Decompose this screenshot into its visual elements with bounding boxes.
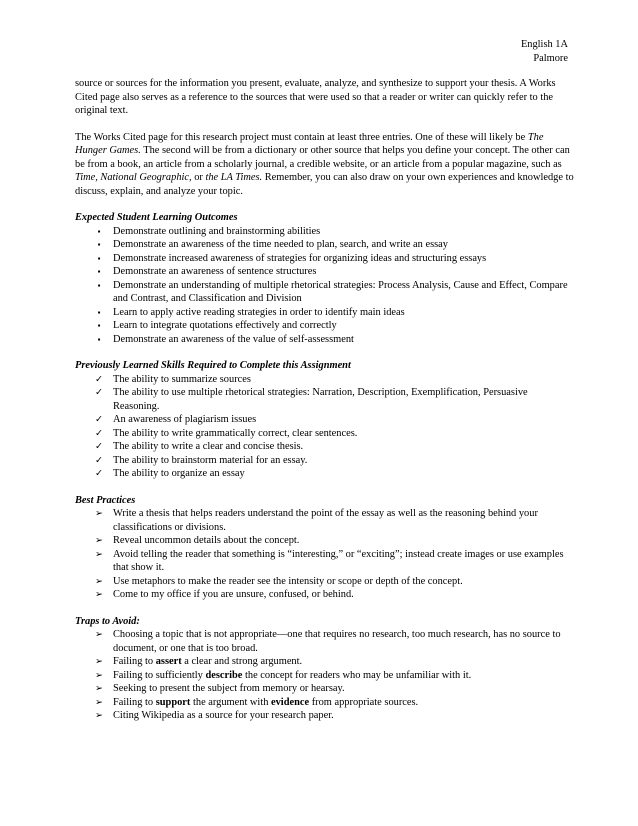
list-item <box>75 279 575 306</box>
course-label: English 1A <box>520 39 568 50</box>
emphasized-term: support <box>155 696 191 708</box>
square-bullet-icon: ▪ <box>97 240 101 249</box>
list-item-text: Learn to integrate quotations effectively and correctly <box>113 320 337 331</box>
list-item-text: Reveal uncommon details about the concept. <box>113 535 300 546</box>
list-item-text: Demonstrate an understanding of multiple rhetorical strategies: Process Analysis, Cause and Effect, Compare and Contrast, and Classification and Division <box>113 279 568 304</box>
intro-paragraph-1: source or sources for the information you present, evaluate, analyze, and synthesize to support your thesis. A Works Cited page also serves as a reference to the sources that were used so that a reader or writer can quickly refer to the original text. <box>75 78 556 116</box>
square-bullet-icon: ▪ <box>97 321 101 330</box>
list-item <box>75 238 575 252</box>
checkmark-icon: ✓ <box>95 454 103 466</box>
list-item <box>75 534 575 548</box>
instructor-name: Palmore <box>533 52 568 64</box>
checkmark-icon: ✓ <box>95 373 103 385</box>
list-item-text: Learn to apply active reading strategies in order to identify main ideas <box>113 306 405 318</box>
intro-paragraph-2 <box>75 131 575 199</box>
square-bullet-icon: ▪ <box>97 226 101 236</box>
list-item-text: The ability to write a clear and concise thesis. <box>113 441 304 452</box>
list-item-text: Demonstrate an awareness of sentence structures <box>113 266 317 277</box>
list-item-text: Demonstrate outlining and brainstorming abilities <box>113 225 321 237</box>
square-bullet-icon: ▪ <box>97 280 101 290</box>
arrow-bullet-icon: ➢ <box>95 535 103 546</box>
page-header <box>521 38 568 65</box>
checkmark-icon: ✓ <box>95 468 103 479</box>
list-item <box>75 628 575 655</box>
list-item-text: Write a thesis that helps readers understand the point of the essay as well as the reasoning behind your classifications or divisions. <box>113 508 538 533</box>
list-item-text: Choosing a topic that is not appropriate—one that requires no research, too much research, has no source to document, or one that is too broad. <box>113 629 561 654</box>
list-item-text: the argument with <box>190 696 271 708</box>
list-item-text: Demonstrate increased awareness of strategies for organizing ideas and structuring essays <box>113 252 487 264</box>
intro-text: The second will be from a dictionary or other source that helps you define your concept. The other can be from a book, an article from a scholarly journal, a credible website, or an article from a popular magazine, such as <box>75 145 570 170</box>
list-item-text: Come to my office if you are unsure, confused, or behind. <box>113 589 354 600</box>
traps-list <box>75 628 575 723</box>
list-item-text: Citing Wikipedia as a source for your research paper. <box>113 710 334 721</box>
arrow-bullet-icon: ➢ <box>95 589 103 600</box>
document-body <box>75 77 575 736</box>
list-item <box>75 575 575 589</box>
list-item <box>75 427 575 441</box>
square-bullet-icon: ▪ <box>97 307 101 317</box>
square-bullet-icon: ▪ <box>97 267 101 276</box>
list-item <box>75 696 575 710</box>
list-item-text: Demonstrate an awareness of the value of self-assessment <box>113 333 354 345</box>
skills-list <box>75 373 575 481</box>
practices-heading: Best Practices <box>75 494 136 506</box>
list-item-text: The ability to use multiple rhetorical strategies: Narration, Description, Exemplification, Persuasive Reasoning. <box>113 387 528 412</box>
list-item-text: Demonstrate an awareness of the time needed to plan, search, and write an essay <box>113 239 448 250</box>
emphasized-term: evidence <box>271 696 310 708</box>
outcomes-heading: Expected Student Learning Outcomes <box>75 212 238 223</box>
list-item-text: Failing to sufficiently <box>113 669 206 681</box>
list-item <box>75 440 575 454</box>
list-item-text: Failing to <box>113 696 156 708</box>
arrow-bullet-icon: ➢ <box>95 575 103 587</box>
list-item <box>75 709 575 723</box>
list-item <box>75 454 575 468</box>
intro-text: Remember, you can also draw on your own experiences and knowledge to discuss, explain, and analyze your topic. <box>75 172 574 197</box>
list-item <box>75 306 575 320</box>
emphasized-term: describe <box>205 669 243 681</box>
arrow-bullet-icon: ➢ <box>95 669 103 681</box>
outcomes-list <box>75 225 575 347</box>
list-item <box>75 413 575 427</box>
skills-heading: Previously Learned Skills Required to Complete this Assignment <box>75 360 351 371</box>
emphasized-term: assert <box>155 656 182 667</box>
list-item <box>75 373 575 387</box>
list-item <box>75 467 575 481</box>
list-item-text: Seeking to present the subject from memory or hearsay. <box>113 683 345 694</box>
list-item <box>75 319 575 333</box>
list-item-text: from appropriate sources. <box>309 696 419 708</box>
checkmark-icon: ✓ <box>95 387 103 398</box>
list-item <box>75 655 575 669</box>
intro-text: The Works Cited page for this research project must contain at least three entries. One of these will likely be <box>75 131 528 143</box>
list-item <box>75 333 575 347</box>
list-item-text: The ability to organize an essay <box>113 468 245 479</box>
arrow-bullet-icon: ➢ <box>95 656 103 667</box>
list-item-text: a clear and strong argument. <box>181 656 303 667</box>
arrow-bullet-icon: ➢ <box>95 696 103 708</box>
checkmark-icon: ✓ <box>95 441 103 452</box>
arrow-bullet-icon: ➢ <box>95 548 103 560</box>
square-bullet-icon: ▪ <box>97 334 101 344</box>
arrow-bullet-icon: ➢ <box>95 629 103 640</box>
list-item <box>75 588 575 602</box>
list-item <box>75 225 575 239</box>
list-item-text: The ability to brainstorm material for an essay. <box>113 454 308 466</box>
intro-text: or <box>191 172 206 183</box>
list-item <box>75 507 575 534</box>
list-item <box>75 669 575 683</box>
list-item-text: The ability to summarize sources <box>113 373 251 385</box>
newspaper-title: the LA Times. <box>205 172 263 183</box>
list-item-text: Use metaphors to make the reader see the intensity or scope or depth of the concept. <box>113 575 463 587</box>
list-item <box>75 252 575 266</box>
checkmark-icon: ✓ <box>95 414 103 425</box>
arrow-bullet-icon: ➢ <box>95 508 103 519</box>
list-item <box>75 265 575 279</box>
list-item-text: the concept for readers who may be unfamiliar with it. <box>242 669 472 681</box>
practices-list <box>75 507 575 602</box>
traps-heading: Traps to Avoid: <box>75 615 140 627</box>
arrow-bullet-icon: ➢ <box>95 683 103 694</box>
list-item <box>75 386 575 413</box>
list-item <box>75 548 575 575</box>
list-item <box>75 682 575 696</box>
list-item-text: The ability to write grammatically correct, clear sentences. <box>113 427 358 439</box>
magazine-titles: Time, National Geographic, <box>75 172 192 183</box>
checkmark-icon: ✓ <box>95 427 103 439</box>
square-bullet-icon: ▪ <box>97 253 101 263</box>
list-item-text: Avoid telling the reader that something is “interesting,” or “exciting”; instead create images or use examples that show it. <box>113 548 564 573</box>
arrow-bullet-icon: ➢ <box>95 710 103 721</box>
list-item-text: An awareness of plagiarism issues <box>113 414 257 425</box>
list-item-text: Failing to <box>113 656 156 667</box>
book-title: The Hunger Games. <box>75 131 544 156</box>
